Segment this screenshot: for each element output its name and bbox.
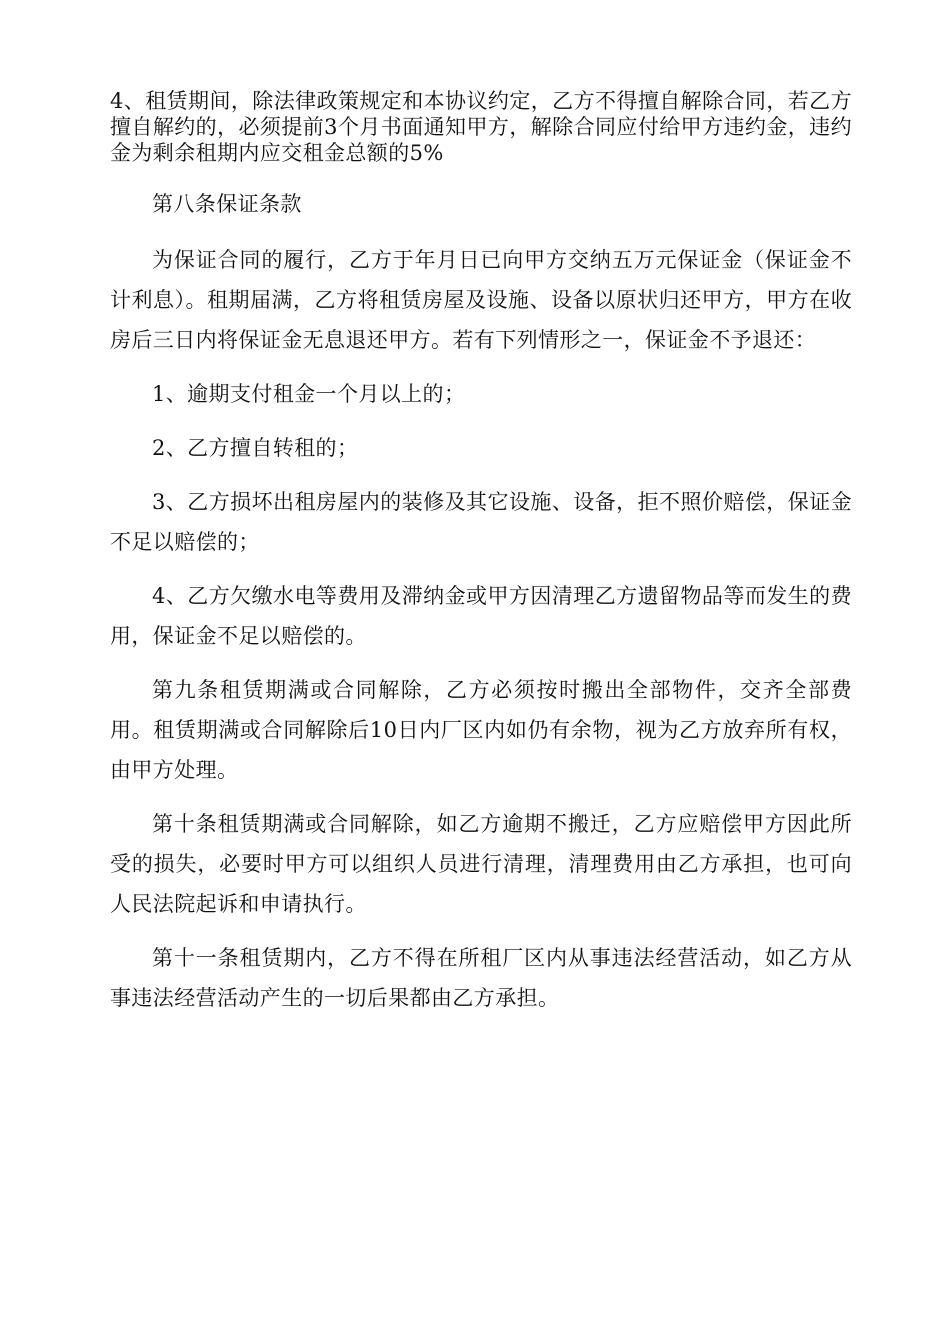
article-11-paragraph: 第十一条租赁期内，乙方不得在所租厂区内从事违法经营活动，如乙方从事违法经营活动产生的一切后果都由乙方承担。 xyxy=(110,946,852,1010)
deposit-condition-2: 2、乙方擅自转租的； xyxy=(152,436,359,460)
article-9-paragraph: 第九条租赁期满或合同解除，乙方必须按时搬出全部物件，交齐全部费用。租赁期满或合同解除后10日内厂区内如仍有余物，视为乙方放弃所有权，由甲方处理。 xyxy=(110,678,852,782)
article-8-heading: 第八条保证条款 xyxy=(152,192,302,216)
article-10-paragraph: 第十条租赁期满或合同解除，如乙方逾期不搬迁，乙方应赔偿甲方因此所受的损失，必要时甲方可以组织人员进行清理，清理费用由乙方承担，也可向人民法院起诉和申请执行。 xyxy=(110,812,852,916)
deposit-condition-1: 1、逾期支付租金一个月以上的； xyxy=(152,382,466,406)
clause-4-termination-paragraph: 4、租赁期间，除法律政策规定和本协议约定，乙方不得擅自解除合同，若乙方擅自解约的，必须提前3个月书面通知甲方，解除合同应付给甲方违约金，违约金为剩余租期内应交租金总额的5% xyxy=(110,89,852,165)
deposit-paragraph: 为保证合同的履行，乙方于年月日已向甲方交纳五万元保证金（保证金不计利息）。租期届满，乙方将租赁房屋及设施、设备以原状归还甲方，甲方在收房后三日内将保证金无息退还甲方。若有下列情形之一，保证金不予退还： xyxy=(110,248,852,352)
deposit-condition-4: 4、乙方欠缴水电等费用及滞纳金或甲方因清理乙方遗留物品等而发生的费用，保证金不足以赔偿的。 xyxy=(110,584,852,648)
deposit-condition-3: 3、乙方损坏出租房屋内的装修及其它设施、设备，拒不照价赔偿，保证金不足以赔偿的； xyxy=(110,490,852,554)
document-page xyxy=(110,88,852,1032)
